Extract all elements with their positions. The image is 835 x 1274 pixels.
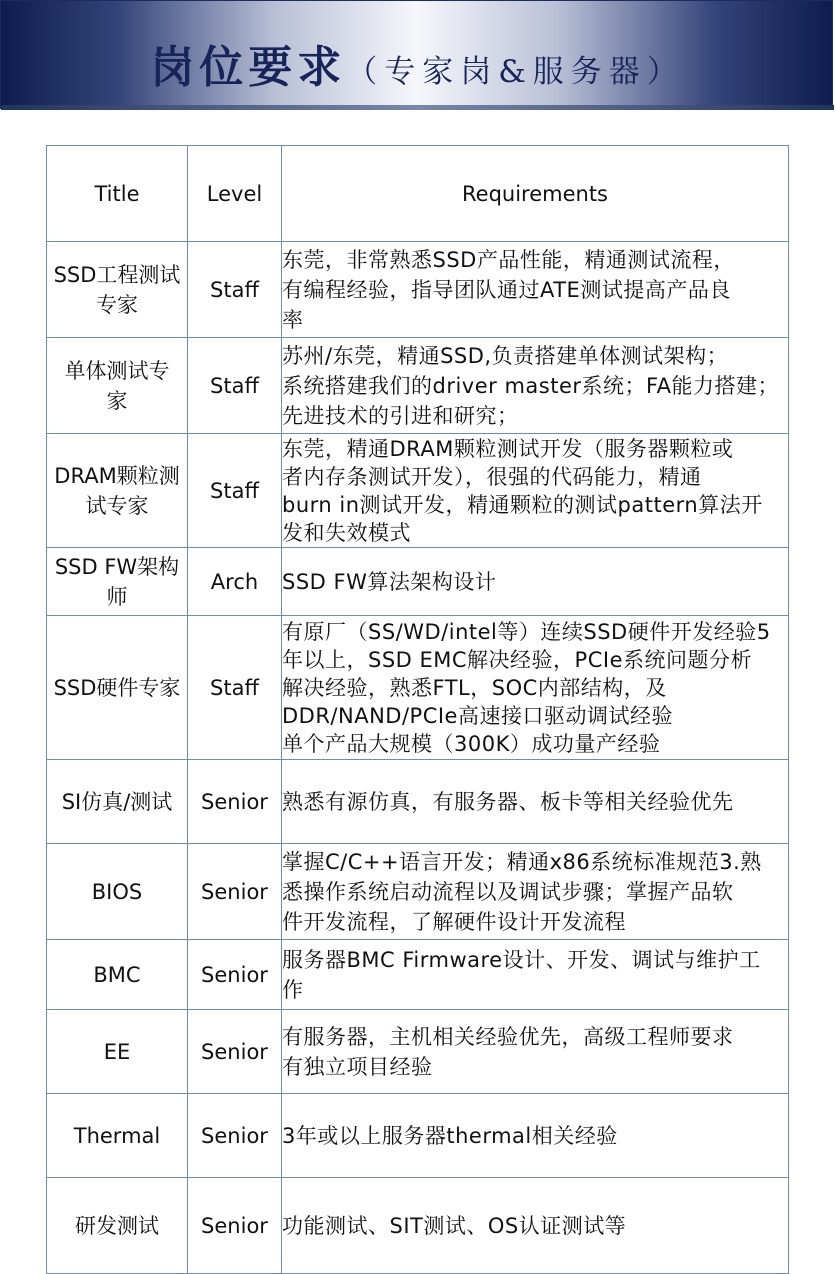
role-level: Senior — [188, 844, 282, 940]
requirement-line: 东莞，精通DRAM颗粒测试开发（服务器颗粒或 — [282, 436, 734, 461]
header-title: Title — [47, 146, 188, 242]
header-banner — [0, 0, 833, 109]
banner-underline — [1, 105, 834, 110]
requirement-line: 有原厂（SS/WD/intel等）连续SSD硬件开发经验5 — [282, 619, 771, 644]
table-row — [47, 1094, 789, 1178]
table-row — [47, 338, 789, 434]
table-row — [47, 1178, 789, 1274]
role-requirements — [282, 1094, 789, 1178]
requirement-line: 3年或以上服务器thermal相关经验 — [282, 1123, 618, 1148]
role-title — [47, 1010, 188, 1094]
table-row — [47, 616, 789, 760]
role-title-line: 家 — [106, 388, 128, 413]
requirement-line: 功能测试、SIT测试、OS认证测试等 — [282, 1213, 627, 1238]
requirement-line: 系统搭建我们的driver master系统；FA能力搭建； — [282, 373, 780, 398]
role-title-line: BIOS — [91, 879, 143, 904]
role-title-line: 试专家 — [85, 493, 149, 518]
role-title-line: 单体测试专 — [64, 358, 170, 383]
requirement-line: 先进技术的引进和研究； — [282, 403, 519, 428]
requirement-line: 有服务器，主机相关经验优先，高级工程师要求 — [282, 1024, 734, 1049]
role-requirements — [282, 940, 789, 1010]
role-title-line: SSD FW架构 — [54, 554, 180, 579]
requirement-line: 悉操作系统启动流程以及调试步骤；掌握产品软 — [282, 879, 734, 904]
role-title-line: DRAM颗粒测 — [54, 463, 180, 488]
role-title — [47, 1178, 188, 1274]
role-requirements — [282, 1010, 789, 1094]
requirement-line: 有编程经验，指导团队通过ATE测试提高产品良 — [282, 277, 731, 302]
role-title — [47, 242, 188, 338]
role-title-line: 师 — [106, 584, 128, 609]
requirement-line: 苏州/东莞，精通SSD,负责搭建单体测试架构； — [282, 343, 729, 368]
role-level: Staff — [188, 434, 282, 548]
role-title — [47, 616, 188, 760]
role-requirements — [282, 616, 789, 760]
requirement-line: 件开发流程，了解硬件设计开发流程 — [282, 909, 626, 934]
role-title-line: EE — [103, 1039, 131, 1064]
requirement-line: burn in测试开发，精通颗粒的测试pattern算法开 — [282, 492, 763, 517]
role-title-line: SSD工程测试 — [53, 262, 181, 287]
role-title — [47, 548, 188, 616]
page-title-main: 岗位要求 — [150, 42, 347, 93]
role-title — [47, 940, 188, 1010]
role-level: Senior — [188, 1094, 282, 1178]
role-requirements — [282, 338, 789, 434]
role-level: Staff — [188, 338, 282, 434]
page-title-sub: （专家岗&服务器） — [346, 54, 685, 90]
requirement-line: 单个产品大规模（300K）成功量产经验 — [282, 731, 661, 756]
requirement-line: 解决经验，熟悉FTL，SOC内部结构，及 — [282, 675, 667, 700]
role-requirements — [282, 760, 789, 844]
requirement-line: 掌握C/C++语言开发；精通x86系统标准规范3.熟 — [282, 849, 762, 874]
role-level: Staff — [188, 616, 282, 760]
table-row — [47, 434, 789, 548]
role-requirements — [282, 844, 789, 940]
requirement-line: SSD FW算法架构设计 — [282, 569, 497, 594]
table-row — [47, 940, 789, 1010]
requirement-line: 发和失效模式 — [282, 520, 411, 545]
role-level: Senior — [188, 760, 282, 844]
role-title-line: SSD硬件专家 — [53, 675, 181, 700]
role-title — [47, 844, 188, 940]
role-title — [47, 760, 188, 844]
role-level: Staff — [188, 242, 282, 338]
requirement-line: 服务器BMC Firmware设计、开发、调试与维护工 — [282, 947, 761, 972]
page-title — [1, 31, 834, 95]
role-title — [47, 1094, 188, 1178]
table-row — [47, 844, 789, 940]
table-header-row — [47, 146, 789, 242]
role-level: Senior — [188, 1178, 282, 1274]
requirement-line: 熟悉有源仿真，有服务器、板卡等相关经验优先 — [282, 789, 734, 814]
requirement-line: 东莞，非常熟悉SSD产品性能，精通测试流程， — [282, 247, 735, 272]
table-row — [47, 548, 789, 616]
role-requirements — [282, 242, 789, 338]
requirement-line: 率 — [282, 307, 304, 332]
requirements-table — [46, 145, 789, 1274]
table-row — [47, 1010, 789, 1094]
role-level: Arch — [188, 548, 282, 616]
role-requirements — [282, 1178, 789, 1274]
role-requirements — [282, 434, 789, 548]
role-title-line: 研发测试 — [75, 1213, 159, 1238]
role-title-line: 专家 — [96, 292, 138, 317]
header-requirements: Requirements — [282, 146, 789, 242]
requirement-line: 作 — [282, 977, 304, 1002]
table-row — [47, 242, 789, 338]
requirement-line: 有独立项目经验 — [282, 1054, 433, 1079]
role-requirements — [282, 548, 789, 616]
requirement-line: 年以上，SSD EMC解决经验，PCIe系统问题分析 — [282, 647, 752, 672]
role-level: Senior — [188, 940, 282, 1010]
header-level: Level — [188, 146, 282, 242]
role-title — [47, 338, 188, 434]
role-title-line: BMC — [93, 962, 141, 987]
requirement-line: 者内存条测试开发），很强的代码能力，精通 — [282, 464, 702, 489]
role-title — [47, 434, 188, 548]
role-title-line: SI仿真/测试 — [61, 789, 173, 814]
role-title-line: Thermal — [73, 1123, 161, 1148]
requirement-line: DDR/NAND/PCIe高速接口驱动调试经验 — [282, 703, 673, 728]
table-row — [47, 760, 789, 844]
role-level: Senior — [188, 1010, 282, 1094]
